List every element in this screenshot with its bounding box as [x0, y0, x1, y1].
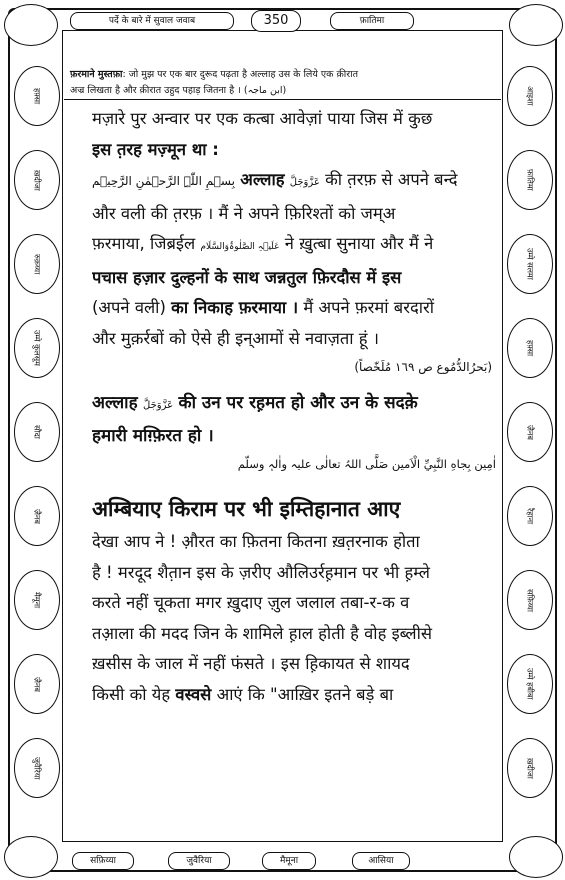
text-span: ने ख़ुत्बा सुनाया और मैं ने: [284, 234, 434, 253]
text-span: अल्लाह: [92, 393, 138, 413]
banner-label: फ़रमाने मुस्तफ़ा: [70, 69, 123, 80]
side-label-left: मैमूना: [14, 570, 60, 630]
text-span: अल्लाह: [240, 170, 285, 189]
text-span: तआ़ला की मदद जिन के शामिले ह़ाल होती है वोह इब्लीसे: [92, 623, 433, 643]
arabic-bismillah: بِسۡمِ اللّٰہِ الرَّحۡمٰنِ الرَّحِیۡم: [92, 174, 235, 188]
text-span: है ! मरदूद शैत़ान इस के ज़रीए औलिउर्रह़मान पर भी ह़म्ले: [92, 562, 430, 582]
text-span: (अपने वली): [92, 298, 166, 317]
amin-dua: اٰمِين بِجاهِ النَّبِيِّ الْاَمين صَلَّی اللہُ تعالٰی علیہ واٰلہٖ وسلّم: [237, 457, 496, 471]
text-span: का निकाह फ़रमाया ।: [171, 298, 299, 317]
side-label-left: जुवैरिया: [14, 738, 60, 798]
side-label-right: आइशा: [507, 66, 553, 126]
side-label-right: रैहाना: [507, 486, 553, 546]
footer-label: सफ़िय्या: [72, 852, 134, 870]
page-content: [92, 104, 496, 710]
text-line: [92, 165, 496, 199]
text-span: हमारी मग़्फ़िरत हो ।: [92, 426, 214, 446]
section-heading: अम्बियाए किराम पर भी इम्तिहानात आए: [92, 497, 401, 521]
reference-citation: (بَحرُالدُّمُوع ص ١٦٩ مُلَخّصاً): [354, 360, 492, 374]
footer-label: जुवैरिया: [168, 852, 230, 870]
text-span: की त़रफ़ से अपने बन्दे: [325, 170, 458, 189]
text-line: [92, 558, 496, 589]
footer-label: आसिया: [352, 852, 410, 870]
text-line: [92, 135, 496, 166]
text-line: [92, 619, 496, 650]
text-span: मैं अपने फ़रमां बरदारों: [303, 298, 434, 317]
text-line: [92, 588, 496, 619]
text-span: आएं कि "आख़िर इतने बड़े बा: [216, 684, 394, 704]
text-line: [92, 680, 496, 711]
arabic-honorific: عَلَیۡہِ الصَّلٰوۃُوَالسَّلَام: [200, 242, 280, 252]
side-label-left: रुक़य्या: [14, 234, 60, 294]
text-span: देखा आप ने ! औ़रत का फ़ितना कितना ख़त़रनाक होता: [92, 532, 420, 551]
corner-ornament-top-right: [509, 4, 563, 46]
banner-text-2: अज्र लिखता है और क़ीरात उहुद पहाड़ जितना है । (ابن ماجہ): [70, 85, 287, 96]
side-label-right: ख़दीजा: [507, 738, 553, 798]
banner-text-1: : जो मुझ पर एक बार दुरूद पढ़ता है अल्लाह उस के लिये एक क़ीरात: [122, 69, 358, 80]
text-span: मज़ारे पुर अन्वार पर एक कत्बा आवेज़ां पाया जिस में कुछ: [92, 109, 433, 128]
side-label-right: ज़ैनब: [507, 402, 553, 462]
text-span: किसी को येह: [92, 684, 171, 704]
text-span: फ़रमाया, जिब्रईल: [92, 234, 196, 253]
text-span: करते नहीं चूकता मगर ख़ुदाए ज़ुल जलाल तबा-र-क व: [92, 593, 410, 612]
side-label-right: सफ़िय्या: [507, 570, 553, 630]
page-number: 350: [251, 10, 301, 32]
text-line: [92, 199, 496, 230]
text-span: और मुक़र्रबों को ऐसे ही इन्आमों से नवाज़ता हूं ।: [92, 328, 380, 348]
text-line: [92, 229, 496, 263]
text-line: [92, 293, 496, 324]
footer-label: मैमूना: [262, 852, 316, 870]
text-line: [92, 104, 496, 135]
text-span: और वली की त़रफ़ । मैं ने अपने फ़िरिश्तों को जम्अ: [92, 203, 396, 223]
hadith-banner: [64, 66, 501, 100]
text-span: इस त़रह मज़्मून था :: [92, 139, 219, 159]
side-label-right: उम्मे हबीबा: [507, 654, 553, 714]
text-span: वस्वसे: [175, 684, 212, 704]
text-line: [92, 388, 496, 421]
arabic-honorific: عَزَّوَجَلَّ: [289, 177, 320, 188]
arabic-honorific: عَزَّوَجَلَّ: [143, 400, 174, 411]
text-span: पचास हज़ार दुल्हनों के साथ जन्नतुल फ़िरदौस में इस: [92, 267, 402, 287]
side-label-right: उम्मे सलमा: [507, 234, 553, 294]
text-span: ख़सीस के जाल में नहीं फंसते । इस ह़िकायत से शायद: [92, 654, 410, 673]
side-label-left: हफ़्सा: [14, 66, 60, 126]
corner-ornament-bottom-left: [4, 836, 58, 878]
text-span: की उन पर रह़मत हो और उन के सदक़े: [178, 393, 418, 413]
text-line: [92, 527, 496, 558]
side-label-left: ज़ैनब: [14, 486, 60, 546]
side-label-right: फ़ातिमा: [507, 150, 553, 210]
text-line: [92, 421, 496, 451]
side-label-left: ख़दीजा: [14, 150, 60, 210]
corner-ornament-bottom-right: [509, 836, 563, 878]
book-title: पर्दे के बारे में सुवाल जवाब: [70, 12, 234, 30]
side-label-right: हफ़्सा: [507, 318, 553, 378]
text-line: [92, 263, 496, 294]
side-label-left: ज़ैनब: [14, 654, 60, 714]
side-label-left: उम्मे कुलसूम: [14, 318, 60, 378]
text-line: [92, 324, 496, 355]
header-right-label: फ़ातिमा: [330, 12, 414, 30]
text-line: [92, 649, 496, 680]
side-label-left: सौदा: [14, 402, 60, 462]
corner-ornament-top-left: [4, 4, 58, 46]
